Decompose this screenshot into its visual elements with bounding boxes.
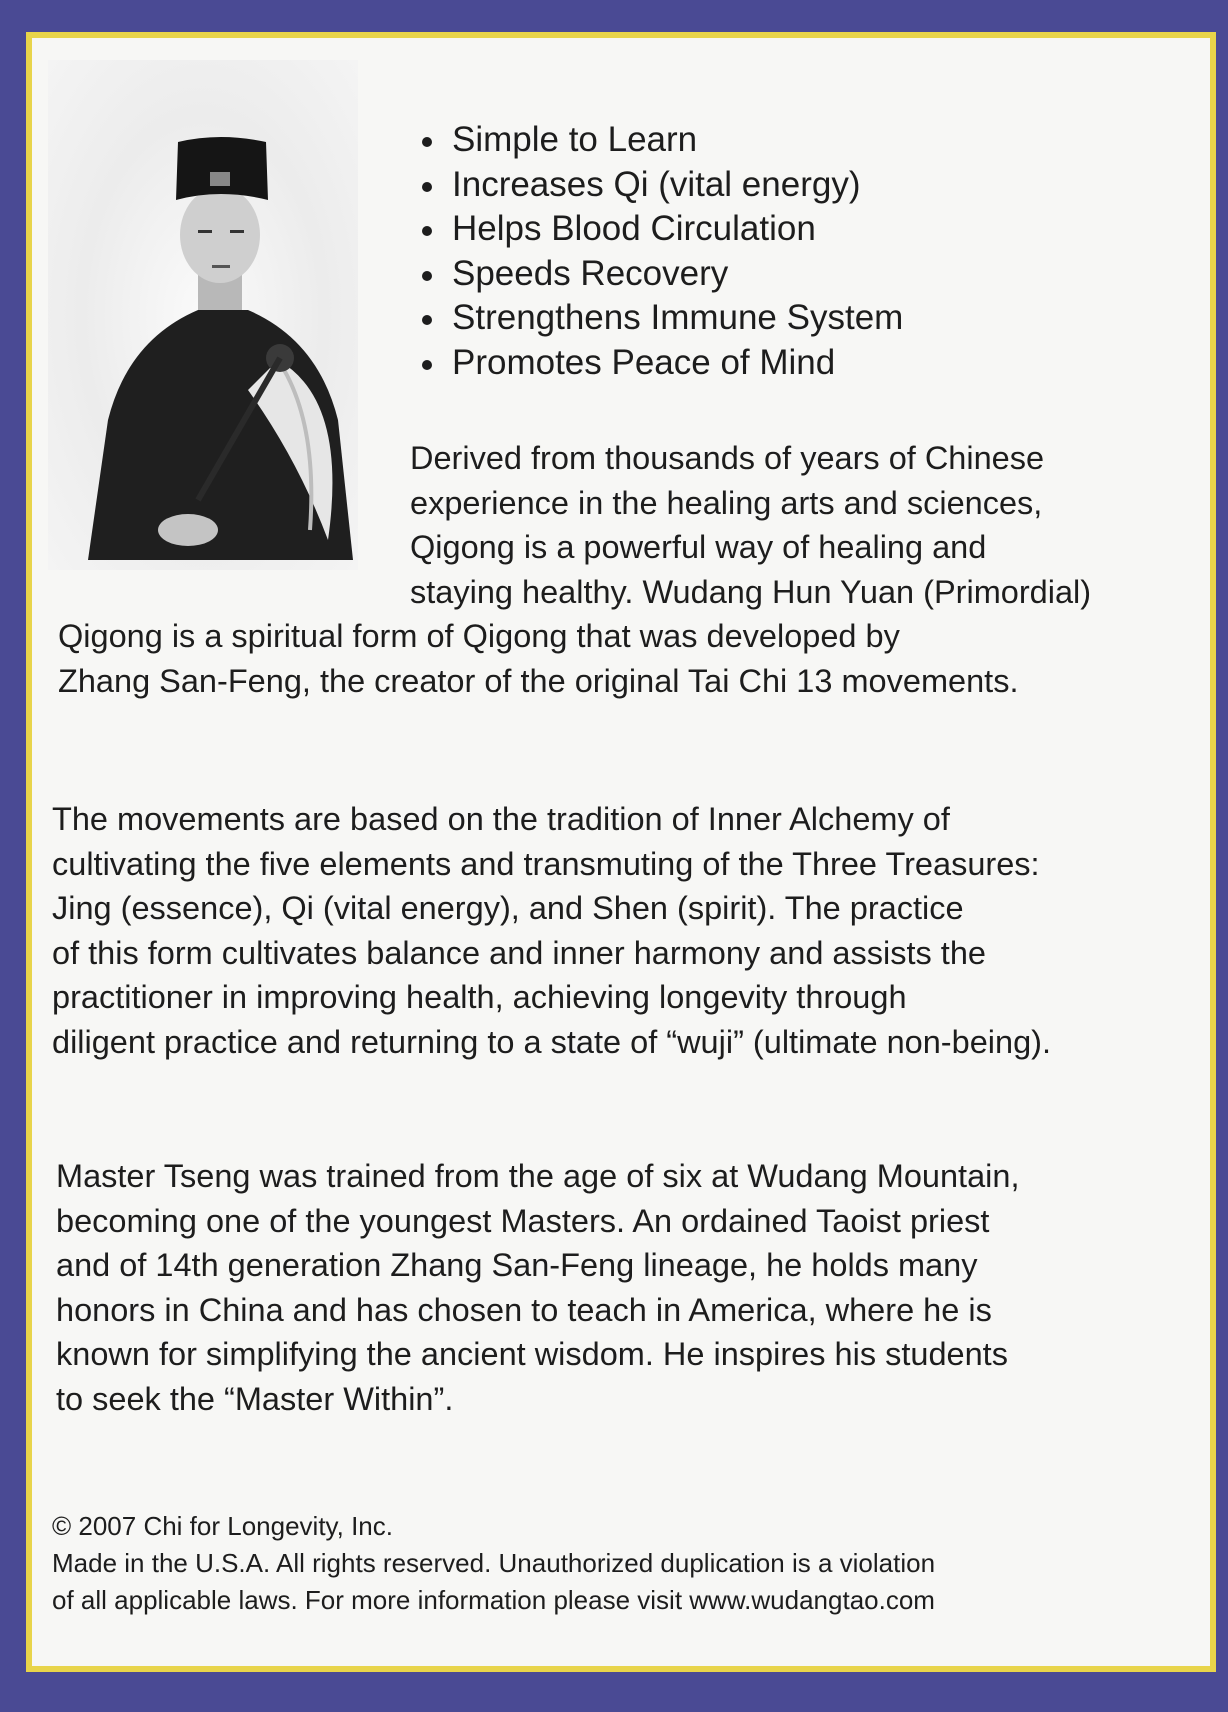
paragraph-line: staying healthy. Wudang Hun Yuan (Primordial) — [410, 573, 1092, 610]
list-item: Increases Qi (vital energy) — [418, 163, 903, 208]
paragraph-line: cultivating the five elements and transmuting of the Three Treasures: — [52, 845, 1040, 882]
paragraph-line: and of 14th generation Zhang San-Feng lineage, he holds many — [56, 1247, 978, 1284]
paragraph-line: Qigong is a spiritual form of Qigong that was developed by — [58, 618, 900, 654]
movements-paragraph — [52, 797, 1051, 1065]
list-item: Simple to Learn — [418, 118, 903, 163]
footer-line: © 2007 Chi for Longevity, Inc. — [52, 1511, 393, 1541]
paragraph-line: Derived from thousands of years of Chinese — [410, 440, 1045, 476]
intro-paragraph-full — [58, 614, 1018, 703]
portrait-illustration — [48, 60, 358, 570]
paragraph-line: diligent practice and returning to a state of “wuji” (ultimate non-being). — [52, 1023, 1051, 1060]
benefits-list — [418, 118, 903, 386]
master-bio-paragraph — [56, 1154, 1019, 1422]
paragraph-line: to seek the “Master Within”. — [56, 1380, 454, 1417]
paragraph-line: of this form cultivates balance and inner harmony and assists the — [52, 934, 986, 971]
list-item: Speeds Recovery — [418, 252, 903, 297]
paragraph-line: Jing (essence), Qi (vital energy), and Shen (spirit). The practice — [52, 890, 964, 927]
intro-paragraph-indented — [410, 436, 1091, 614]
list-item: Helps Blood Circulation — [418, 207, 903, 252]
master-portrait-photo — [48, 60, 358, 570]
paragraph-line: practitioner in improving health, achieving longevity through — [52, 979, 907, 1016]
paragraph-line: Master Tseng was trained from the age of six at Wudang Mountain, — [56, 1158, 1020, 1194]
list-item: Strengthens Immune System — [418, 296, 903, 341]
list-item: Promotes Peace of Mind — [418, 341, 903, 386]
paragraph-line: known for simplifying the ancient wisdom. He inspires his students — [56, 1336, 1008, 1373]
paragraph-line: The movements are based on the tradition of Inner Alchemy of — [52, 801, 950, 837]
paragraph-line: Qigong is a powerful way of healing and — [410, 529, 987, 566]
paragraph-line: becoming one of the youngest Masters. An ordained Taoist priest — [56, 1202, 990, 1239]
footer-line: Made in the U.S.A. All rights reserved. Unauthorized duplication is a violation — [52, 1548, 936, 1578]
paragraph-line: Zhang San-Feng, the creator of the original Tai Chi 13 movements. — [58, 662, 1019, 699]
paragraph-line: experience in the healing arts and sciences, — [410, 484, 1043, 521]
copyright-footer — [52, 1508, 935, 1619]
paragraph-line: honors in China and has chosen to teach in America, where he is — [56, 1291, 992, 1328]
footer-line: of all applicable laws. For more information please visit www.wudangtao.com — [52, 1585, 935, 1615]
